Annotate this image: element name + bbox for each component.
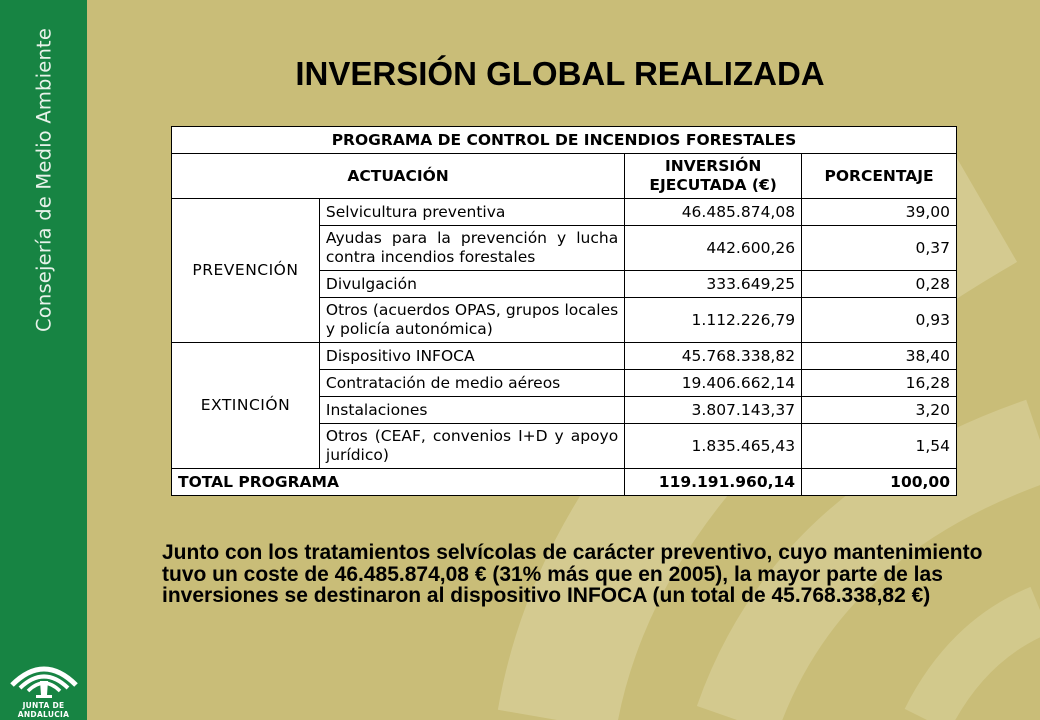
row-amount: 45.768.338,82 <box>625 343 802 370</box>
header-inversion-line1: INVERSIÓN <box>664 157 762 175</box>
row-percent: 1,54 <box>802 424 957 469</box>
group-extincion: EXTINCIÓN <box>172 343 320 469</box>
row-label: Otros (acuerdos OPAS, grupos locales y policía autonómica) <box>319 298 624 343</box>
logo-caption: JUNTA DE ANDALUCIA <box>17 701 70 719</box>
row-label: Ayudas para la prevención y lucha contra incendios forestales <box>319 226 624 271</box>
page-title: INVERSIÓN GLOBAL REALIZADA <box>295 55 825 92</box>
header-actuacion: ACTUACIÓN <box>172 154 625 199</box>
table-row <box>172 199 957 226</box>
table-total-row <box>172 469 957 496</box>
row-label: Instalaciones <box>319 397 624 424</box>
row-amount: 19.406.662,14 <box>625 370 802 397</box>
summary-paragraph: Junto con los tratamientos selvícolas de carácter preventivo, cuyo mantenimiento tuvo un coste de 46.485.874,08 € (31% más que en 2005), la mayor parte de las inversiones se destinaron al dispositivo INFOCA (un total de 45.768.338,82 €) <box>162 541 983 607</box>
table-caption-row <box>172 127 957 154</box>
row-percent: 0,93 <box>802 298 957 343</box>
investment-table <box>171 126 957 496</box>
header-inversion-line2: EJECUTADA (€) <box>649 176 777 194</box>
total-label: TOTAL PROGRAMA <box>172 469 625 496</box>
table-row <box>172 343 957 370</box>
row-amount: 46.485.874,08 <box>625 199 802 226</box>
total-percent: 100,00 <box>802 469 957 496</box>
header-inversion <box>625 154 802 199</box>
row-percent: 0,28 <box>802 271 957 298</box>
row-label: Selvicultura preventiva <box>319 199 624 226</box>
total-amount: 119.191.960,14 <box>625 469 802 496</box>
row-amount: 3.807.143,37 <box>625 397 802 424</box>
row-label: Contratación de medio aéreos <box>319 370 624 397</box>
row-amount: 1.835.465,43 <box>625 424 802 469</box>
row-percent: 39,00 <box>802 199 957 226</box>
group-prevencion: PREVENCIÓN <box>172 199 320 343</box>
row-percent: 0,37 <box>802 226 957 271</box>
row-percent: 38,40 <box>802 343 957 370</box>
table-caption: PROGRAMA DE CONTROL DE INCENDIOS FORESTALES <box>172 127 957 154</box>
table-header-row <box>172 154 957 199</box>
sidebar <box>0 0 87 720</box>
organization-name: Consejería de Medio Ambiente <box>32 27 56 333</box>
header-porcentaje: PORCENTAJE <box>802 154 957 199</box>
row-percent: 16,28 <box>802 370 957 397</box>
row-percent: 3,20 <box>802 397 957 424</box>
row-label: Otros (CEAF, convenios I+D y apoyo jurídico) <box>319 424 624 469</box>
row-amount: 1.112.226,79 <box>625 298 802 343</box>
row-amount: 333.649,25 <box>625 271 802 298</box>
row-amount: 442.600,26 <box>625 226 802 271</box>
row-label: Dispositivo INFOCA <box>319 343 624 370</box>
row-label: Divulgación <box>319 271 624 298</box>
